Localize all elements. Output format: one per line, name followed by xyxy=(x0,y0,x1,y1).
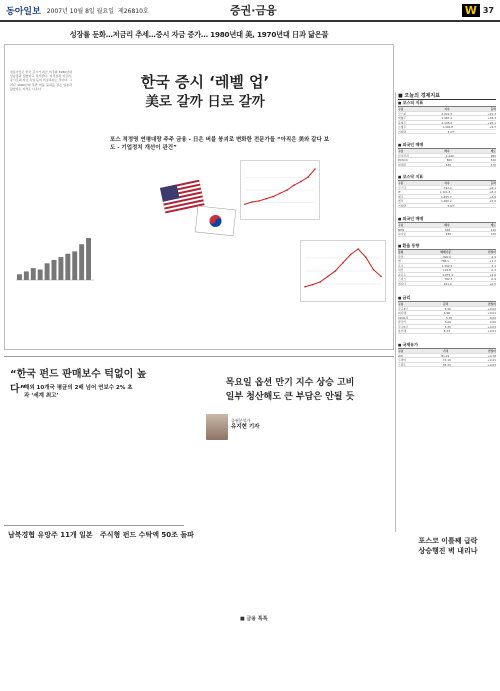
headline-fund-50tn: 주식형 펀드 수탁액 50조 돌파 xyxy=(100,531,194,539)
chart-series-line xyxy=(245,169,315,204)
chart-point xyxy=(244,203,246,205)
page-marker xyxy=(462,4,494,17)
table-cell: +3.9 xyxy=(489,194,496,198)
table-cell: 980 xyxy=(490,153,496,157)
table-cell: 국고3년 xyxy=(398,306,408,310)
table-cell: CD91일 xyxy=(398,315,409,319)
table-cell: 전일비 xyxy=(487,250,496,254)
table-cell: +9.7 xyxy=(489,125,496,129)
chart-bar xyxy=(72,251,77,280)
options-headline-line-2: 일부 청산해도 큰 부담은 안될 듯 xyxy=(225,392,355,402)
table-cell: WTI xyxy=(398,353,404,357)
table-cell: 소형주 xyxy=(398,125,407,129)
chart-bar xyxy=(38,270,43,281)
chart-point xyxy=(300,181,302,183)
table-row xyxy=(398,130,496,135)
indicator-table xyxy=(398,249,496,286)
sidebar-divider xyxy=(395,92,396,532)
table-cell: 매도 xyxy=(490,223,496,227)
bar-chart xyxy=(10,230,96,286)
line-chart-upper xyxy=(240,160,320,220)
chart-line-upper xyxy=(240,160,320,220)
table-cell: 지수 xyxy=(444,107,450,111)
sidebar-title: ■ 오늘의 경제지표 xyxy=(398,92,496,100)
line-chart-lower xyxy=(300,240,386,302)
chart-point xyxy=(380,276,382,278)
table-cell: 두바이 xyxy=(398,358,407,362)
sidebar-section-title: ■ 국제유가 xyxy=(398,342,496,348)
chart-series-line xyxy=(305,249,381,287)
table-cell: +0.03 xyxy=(487,324,496,328)
table-cell: +0.02 xyxy=(487,306,496,310)
chart-bar xyxy=(79,244,84,280)
table-cell: 5.00 xyxy=(444,320,452,324)
table-cell: +18.4 xyxy=(487,116,496,120)
table-cell: 등락 xyxy=(490,181,496,185)
table-cell: 5.35 xyxy=(444,324,451,328)
chart-bar xyxy=(24,271,29,280)
table-cell: 2,145.6 xyxy=(441,120,453,124)
table-cell: 중형주 xyxy=(398,120,407,124)
table-cell: 전일비 xyxy=(487,349,496,353)
table-cell: +25.1 xyxy=(487,120,496,124)
table-cell: +4.6 xyxy=(489,272,496,276)
kr-flag-icon xyxy=(195,206,236,236)
table-cell: 74.10 xyxy=(442,358,451,362)
options-headline-line-1: 목요일 옵션 만기 지수 상승 고비 xyxy=(225,378,355,388)
chart-point xyxy=(304,286,306,288)
table-cell: 구분 xyxy=(398,349,404,353)
table-cell: +0.78 xyxy=(487,353,496,357)
table-cell: 5.98 xyxy=(443,311,450,315)
chart-point xyxy=(342,262,344,264)
chart-point xyxy=(293,184,295,186)
table-cell: 지수 xyxy=(444,181,450,185)
table-cell: 3.2억 xyxy=(447,129,455,133)
table-cell: IT xyxy=(398,190,401,194)
table-cell: 920.6 xyxy=(442,254,451,258)
table-cell: 구분 xyxy=(398,149,404,153)
chart-point xyxy=(373,269,375,271)
main-headline-line-2: 美로 갈까 日로 갈까 xyxy=(145,94,265,110)
table-cell: 122.8 xyxy=(442,268,451,272)
chart-bar xyxy=(31,268,36,280)
chart-point xyxy=(265,198,267,200)
sidebar-section-title: ■ 금리 xyxy=(398,295,496,301)
sidebar-section-title: ■ 외국인 매매 xyxy=(398,216,496,222)
table-cell: 엔 xyxy=(398,259,401,263)
table-cell: +1.2 xyxy=(489,259,496,263)
table-cell: 금리 xyxy=(442,302,449,306)
column-tag: ■ 금융 톡톡 xyxy=(240,616,268,622)
table-cell: 회사채 xyxy=(398,311,407,315)
table-cell: 1,875.4 xyxy=(442,272,453,276)
article-body-col-2 xyxy=(150,100,184,170)
indicator-table xyxy=(398,148,496,167)
sidebar-section-title: ■ 외국인 매매 xyxy=(398,142,496,148)
indicator-table xyxy=(398,301,496,334)
section-title: 증권·금융 xyxy=(230,4,277,17)
table-cell: 달러 xyxy=(398,254,404,258)
table-cell: 현대차 xyxy=(398,162,407,166)
table-cell: 140 xyxy=(490,232,496,236)
table-cell: 거래량 xyxy=(398,203,407,207)
chart-bar xyxy=(52,260,57,280)
table-cell: 매수 xyxy=(444,223,450,227)
table-cell: 코스피 xyxy=(398,111,407,115)
posco-headline-line-1: 포스코 이틀째 급락 xyxy=(418,537,478,545)
table-cell: -0.9 xyxy=(490,277,496,281)
chart-bar-left xyxy=(10,230,96,286)
chart-point xyxy=(350,254,352,256)
table-cell: 610 xyxy=(490,158,496,162)
table-cell: 320 xyxy=(444,227,451,231)
table-cell: 1,240 xyxy=(445,153,454,157)
byline-role: 증권분석가 xyxy=(231,418,251,423)
table-cell: 매도 xyxy=(490,149,496,153)
table-cell: +0.01 xyxy=(487,311,496,315)
table-cell: 5.35 xyxy=(445,315,453,319)
table-cell: 통화 xyxy=(398,250,404,254)
table-cell: 5.8억 xyxy=(447,203,455,207)
table-cell: 2,021.5 xyxy=(441,111,453,115)
indicator-table xyxy=(398,222,496,237)
table-cell: -0.3 xyxy=(490,268,496,272)
table-cell: +21.3 xyxy=(487,111,496,115)
chart-point xyxy=(312,284,314,286)
options-headline xyxy=(190,376,390,404)
main-headline-line-1: 한국 증시 ‘레벨 업’ xyxy=(140,73,270,91)
table-cell: -3.1 xyxy=(490,263,496,267)
chart-bar xyxy=(45,263,50,280)
section-divider xyxy=(4,356,394,357)
chart-bar xyxy=(17,274,22,280)
masthead xyxy=(0,0,500,22)
chart-point xyxy=(319,281,321,283)
lower-left-divider xyxy=(4,525,184,526)
table-row xyxy=(398,163,496,168)
table-cell: 구분 xyxy=(398,302,404,306)
table-cell: 78.33 xyxy=(442,362,451,366)
table-cell: 코스닥 xyxy=(398,185,407,189)
table-cell: 스위스 xyxy=(398,277,407,281)
chart-line-lower xyxy=(300,240,386,302)
table-row xyxy=(398,363,496,368)
table-cell: 470 xyxy=(490,162,496,166)
economic-indicators-sidebar xyxy=(398,92,496,530)
table-cell: 매수 xyxy=(444,149,450,153)
chart-point xyxy=(357,248,359,250)
table-row xyxy=(398,204,496,209)
table-cell: POSCO xyxy=(398,158,408,162)
table-cell: 구분 xyxy=(398,107,404,111)
table-cell: 1,987.2 xyxy=(441,116,453,120)
table-cell: +0.41 xyxy=(487,358,496,362)
table-cell: 삼성전자 xyxy=(398,153,409,157)
table-cell: 벤처 xyxy=(398,199,404,203)
chart-point xyxy=(307,176,309,178)
table-cell: 브렌트 xyxy=(398,362,407,366)
chart-point xyxy=(365,256,367,258)
flag-graphic xyxy=(160,180,240,250)
reporter-photo xyxy=(206,414,228,440)
table-cell: -2.4 xyxy=(490,254,496,258)
table-cell: 대형주 xyxy=(398,116,407,120)
byline-name: 유지현 기자 xyxy=(231,424,260,430)
article-body-col-3 xyxy=(188,100,228,170)
sub-headline: 포스 적정영 연평대랑 주주 금융 - 日은 버블 붕괴로 변화한 전문가들 “아직은 美와 같다 보도 - 기업정치 개선이 관건” xyxy=(110,137,330,151)
table-cell: 거래량 xyxy=(398,129,407,133)
chart-point xyxy=(279,193,281,195)
article-text: 전문가들은 한국 증시가 지금 미국의 1980년대 상승장과 닮았다고 분석한다. 저성장과 저금리, 증시로의 자금 유입 등이 비슷하다는 것이다. 그러나 1980년대 후반 버블 붕괴를 겪은 일본과 닮았다는 지적도 나온다. xyxy=(10,70,72,91)
table-cell: +8.2 xyxy=(489,190,496,194)
table-cell: 구분 xyxy=(398,181,404,185)
table-cell: 하나로 xyxy=(398,232,407,236)
table-cell: 콜금리 xyxy=(398,320,407,324)
chart-bar xyxy=(58,257,63,280)
table-cell: 5.30 xyxy=(444,306,451,310)
table-cell: 등락 xyxy=(490,107,496,111)
table-cell: 792.4 xyxy=(443,185,452,189)
table-cell: 제조 xyxy=(398,194,404,198)
table-cell: 1,302.8 xyxy=(442,125,453,129)
table-cell: 81.22 xyxy=(441,353,450,357)
top-strapline: 성장률 둔화…저금리 추세…증시 자금 증가… 1980년대 美, 1970년대 日과 닮은꼴 xyxy=(69,30,329,39)
chart-point xyxy=(314,168,316,170)
table-cell: 전일비 xyxy=(487,302,496,306)
table-cell: 유로 xyxy=(398,263,404,267)
fund-fee-headline: “한국 펀드 판매보수 턱없이 높다” xyxy=(10,369,147,395)
table-cell: 786.1 xyxy=(440,259,449,263)
table-cell: 860 xyxy=(446,158,452,162)
table-row xyxy=(398,282,496,287)
sidebar-section-title: ■ 환율 동향 xyxy=(398,243,496,249)
table-cell: 파운드 xyxy=(398,272,407,276)
table-cell: NHN xyxy=(398,227,405,231)
issue-date: 2007년 10월 8일 월요일 xyxy=(46,7,115,15)
table-cell: 180 xyxy=(445,232,452,236)
table-cell: 국고5년 xyxy=(398,324,408,328)
chart-point xyxy=(335,270,337,272)
table-cell: +0.5 xyxy=(489,281,496,285)
table-row xyxy=(398,232,496,237)
table-cell: 1,455.7 xyxy=(440,194,452,198)
table-cell: 0.00 xyxy=(489,315,496,319)
table-row xyxy=(398,329,496,334)
table-cell: 캐나다 xyxy=(398,281,407,285)
chart-bar xyxy=(65,254,70,280)
table-cell: 0.00 xyxy=(489,320,496,324)
table-cell: 가격 xyxy=(442,349,449,353)
table-cell: +5.0 xyxy=(489,199,496,203)
table-cell: 구분 xyxy=(398,223,404,227)
chart-bar xyxy=(86,238,91,280)
headline-nk-stocks: 남북경협 유망주 11개 일본 xyxy=(8,531,93,539)
sidebar-section-title: ■ 코스피 지표 xyxy=(398,100,496,106)
indicator-table xyxy=(398,106,496,134)
table-cell: +6.1 xyxy=(489,185,496,189)
chart-point xyxy=(327,276,329,278)
chart-point xyxy=(272,196,274,198)
newspaper-name: 동아일보 xyxy=(6,6,41,17)
table-cell: +0.01 xyxy=(487,329,496,333)
table-cell: 1,260.2 xyxy=(440,199,452,203)
chart-point xyxy=(286,189,288,191)
table-cell: 931.0 xyxy=(443,281,452,285)
table-cell: 210 xyxy=(490,227,496,231)
table-cell: 530 xyxy=(445,162,452,166)
table-cell: 5.24 xyxy=(443,329,450,333)
posco-headline xyxy=(400,536,496,556)
logo-w-icon: W xyxy=(462,4,480,17)
chart-point xyxy=(251,201,253,203)
indicator-table xyxy=(398,348,496,367)
chart-point xyxy=(258,200,260,202)
fund-fee-subheadline: 해외 10개국 평균의 2배 넘어 연보수 2% 초과 ‘세계 최고’ xyxy=(24,385,133,399)
table-cell: 1,101.3 xyxy=(439,190,451,194)
page-number: 37 xyxy=(482,5,494,15)
indicator-table xyxy=(398,180,496,208)
table-cell: 위안 xyxy=(398,268,404,272)
table-cell: 매매기준 xyxy=(440,250,452,254)
table-cell: 1,302.5 xyxy=(441,263,453,267)
article-body-col-1 xyxy=(10,70,72,220)
posco-headline-line-2: 상승행진 벽 내리나 xyxy=(418,547,478,555)
byline xyxy=(231,418,259,430)
table-cell: 782.3 xyxy=(444,277,453,281)
sidebar-section-title: ■ 코스닥 지표 xyxy=(398,174,496,180)
table-cell: 통안채 xyxy=(398,329,407,333)
issue-number: 제26810호 xyxy=(118,7,149,15)
table-cell: +0.63 xyxy=(487,362,496,366)
